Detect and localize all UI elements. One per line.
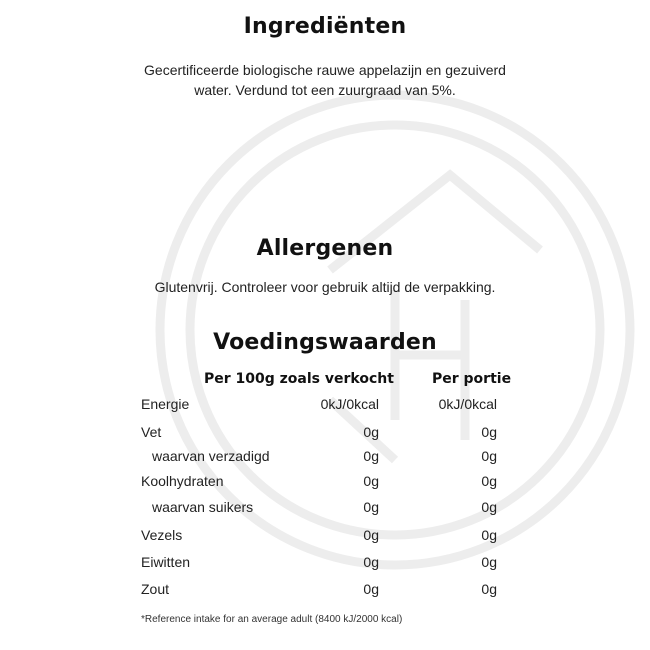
table-row-koolhydraten (0, 473, 650, 493)
table-row-zout (0, 581, 650, 601)
value-per-100g: 0g (363, 581, 379, 597)
value-per-portie: 0g (481, 527, 497, 543)
value-per-100g: 0g (363, 527, 379, 543)
value-per-100g: 0kJ/0kcal (320, 396, 379, 412)
nutrient-name: Zout (141, 581, 170, 597)
value-per-portie: 0g (481, 581, 497, 597)
value-per-portie: 0g (481, 473, 497, 489)
allergenen-text: Glutenvrij. Controleer voor gebruik altijd de verpakking. (154, 279, 496, 295)
table-row-energie (0, 396, 650, 416)
voedingswaarden-heading: Voedingswaarden (213, 330, 437, 355)
table-row-verzadigd (0, 448, 650, 468)
nutrient-name: Energie (141, 396, 190, 412)
nutrient-name: Eiwitten (141, 554, 191, 570)
ingredienten-heading: Ingrediënten (243, 14, 407, 39)
allergenen-heading: Allergenen (256, 236, 394, 261)
column-header-per-portie: Per portie (432, 371, 512, 387)
table-row-eiwitten (0, 554, 650, 574)
nutrient-name: Vezels (141, 527, 183, 543)
value-per-100g: 0g (363, 473, 379, 489)
nutrient-name: Vet (141, 424, 162, 440)
table-row-vet (0, 424, 650, 444)
reference-intake-footnote: *Reference intake for an average adult (8400 kJ/2000 kcal) (141, 614, 403, 625)
value-per-100g: 0g (363, 424, 379, 440)
value-per-100g: 0g (363, 554, 379, 570)
nutrient-name: waarvan verzadigd (152, 448, 270, 464)
table-row-suikers (0, 499, 650, 519)
nutrient-name: waarvan suikers (152, 499, 254, 515)
nutrient-name: Koolhydraten (141, 473, 224, 489)
value-per-100g: 0g (363, 448, 379, 464)
value-per-portie: 0g (481, 554, 497, 570)
column-header-per-100g: Per 100g zoals verkocht (204, 371, 394, 387)
ingredienten-text: Gecertificeerde biologische rauwe appelazijn en gezuiverd water. Verdund tot een zuurgraad van 5%. (144, 62, 506, 98)
value-per-portie: 0g (481, 499, 497, 515)
value-per-100g: 0g (363, 499, 379, 515)
value-per-portie: 0g (481, 424, 497, 440)
value-per-portie: 0kJ/0kcal (438, 396, 497, 412)
value-per-portie: 0g (481, 448, 497, 464)
table-row-vezels (0, 527, 650, 547)
